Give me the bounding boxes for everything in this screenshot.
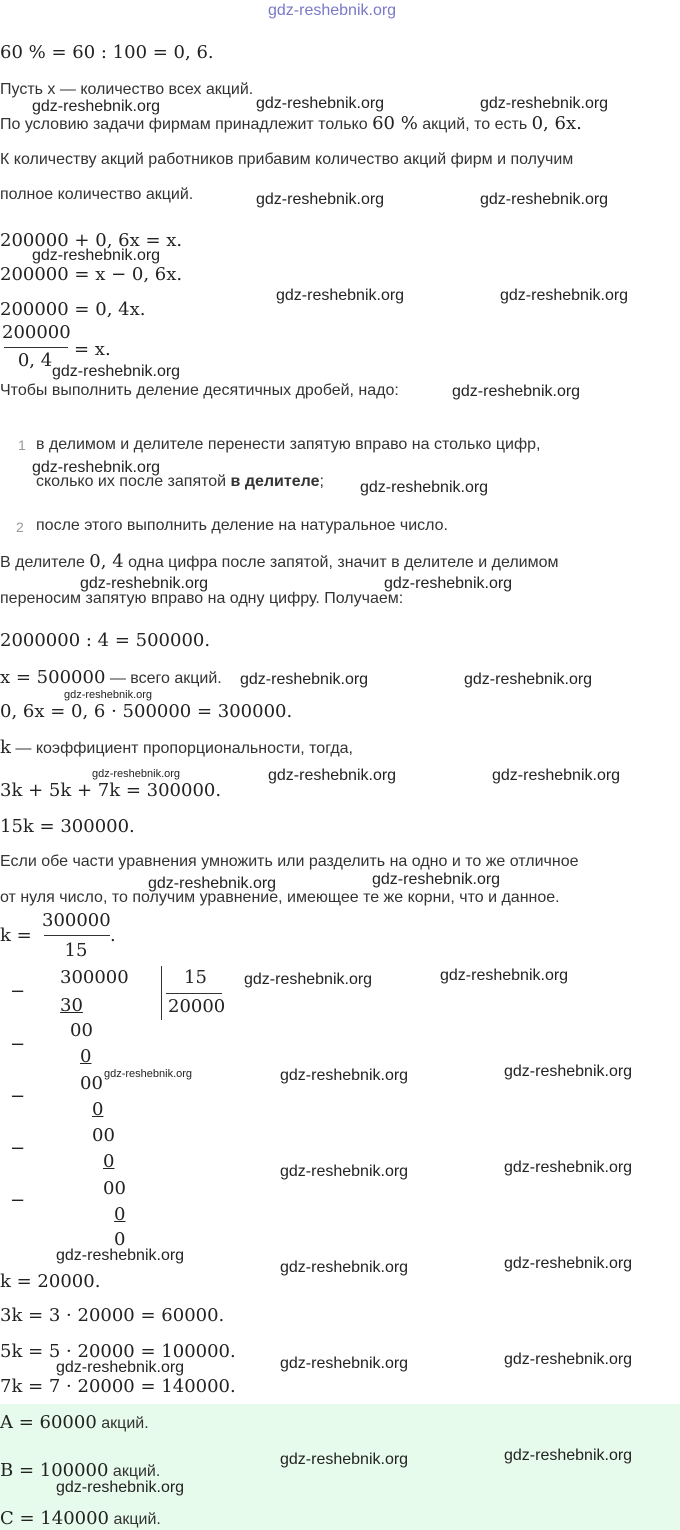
watermark: gdz-reshebnik.org xyxy=(280,1259,409,1276)
equation-7 xyxy=(0,737,353,758)
answer-a-unit: акций. xyxy=(101,1415,149,1432)
division-sub-5: 0 xyxy=(114,1204,126,1225)
text-divisor xyxy=(0,551,559,572)
text-equation-rule-1: Если обе части уравнения умножить или разделить на одно и то же отличное xyxy=(0,853,579,870)
answer-a xyxy=(0,1412,149,1433)
watermark: gdz-reshebnik.org xyxy=(268,767,397,784)
division-minus: − xyxy=(10,1086,26,1107)
watermark: gdz-reshebnik.org xyxy=(280,1451,409,1468)
watermark: gdz-reshebnik.org xyxy=(92,768,181,780)
answer-c-math: C = 140000 xyxy=(0,1508,110,1529)
answer-b xyxy=(0,1460,160,1481)
watermark: gdz-reshebnik.org xyxy=(56,1479,185,1496)
watermark: gdz-reshebnik.org xyxy=(440,967,569,984)
equation-12: 5k = 5 · 20000 = 100000. xyxy=(0,1341,236,1362)
list-item-1b-text: сколько их после запятой xyxy=(36,473,227,490)
watermark: gdz-reshebnik.org xyxy=(244,971,373,988)
watermark: gdz-reshebnik.org xyxy=(80,575,209,592)
equation-7-k: k xyxy=(0,737,11,758)
answer-c xyxy=(0,1508,161,1529)
fraction-numerator: 200000 xyxy=(2,322,71,343)
watermark: gdz-reshebnik.org xyxy=(52,363,181,380)
answer-a-math: A = 60000 xyxy=(0,1412,97,1433)
watermark: gdz-reshebnik.org xyxy=(452,383,581,400)
math-04: 0, 4 xyxy=(89,551,124,572)
watermark: gdz-reshebnik.org xyxy=(504,1447,633,1464)
division-minus: − xyxy=(10,1190,26,1211)
division-sub-1: 30 xyxy=(60,995,83,1016)
watermark: gdz-reshebnik.org xyxy=(148,875,277,892)
division-rem-1: 00 xyxy=(70,1020,93,1041)
watermark: gdz-reshebnik.org xyxy=(276,287,405,304)
list-item-1b-bold: в делителе xyxy=(230,473,320,490)
division-sub-2: 0 xyxy=(80,1046,92,1067)
math-60-percent: 60 % xyxy=(372,113,418,134)
watermark: gdz-reshebnik.org xyxy=(280,1163,409,1180)
division-vline xyxy=(161,966,162,1020)
fraction-bar xyxy=(4,347,68,348)
watermark: gdz-reshebnik.org xyxy=(492,767,621,784)
watermark: gdz-reshebnik.org xyxy=(464,671,593,688)
equation-2: 200000 = x − 0, 6x. xyxy=(0,264,183,285)
equation-11: 3k = 3 · 20000 = 60000. xyxy=(0,1305,225,1326)
equation-7-text: — коэффициент пропорциональности, тогда, xyxy=(15,740,353,757)
division-quotient: 20000 xyxy=(168,996,226,1017)
equation-3: 200000 = 0, 4x. xyxy=(0,299,146,320)
answer-b-math: B = 100000 xyxy=(0,1460,109,1481)
watermark-top[interactable]: gdz-reshebnik.org xyxy=(268,2,397,19)
watermark: gdz-reshebnik.org xyxy=(32,459,161,476)
watermark: gdz-reshebnik.org xyxy=(64,689,153,701)
fraction-denominator: 0, 4 xyxy=(17,350,53,371)
watermark: gdz-reshebnik.org xyxy=(384,575,513,592)
watermark: gdz-reshebnik.org xyxy=(480,191,609,208)
watermark: gdz-reshebnik.org xyxy=(504,1351,633,1368)
text-divisor-a: В делителе xyxy=(0,554,85,571)
watermark: gdz-reshebnik.org xyxy=(32,98,161,115)
watermark: gdz-reshebnik.org xyxy=(56,1247,185,1264)
equation-10: k = 20000. xyxy=(0,1271,101,1292)
equation-5 xyxy=(0,667,222,688)
watermark: gdz-reshebnik.org xyxy=(32,247,161,264)
watermark: gdz-reshebnik.org xyxy=(256,95,385,112)
watermark: gdz-reshebnik.org xyxy=(372,871,501,888)
watermark: gdz-reshebnik.org xyxy=(480,95,609,112)
division-minus: − xyxy=(10,1138,26,1159)
watermark: gdz-reshebnik.org xyxy=(56,1359,185,1376)
text-move-comma: переносим запятую вправо на одну цифру. Получаем: xyxy=(0,590,404,607)
equation-5-math: x = 500000 xyxy=(0,667,106,688)
text-condition-a: По условию задачи фирмам принадлежит только xyxy=(0,116,368,133)
division-rem-3: 00 xyxy=(92,1125,115,1146)
list-item-1b-end: ; xyxy=(319,473,324,490)
division-sub-4: 0 xyxy=(103,1151,115,1172)
fraction2-dot: . xyxy=(110,925,116,946)
text-division-rule: Чтобы выполнить деление десятичных дробей, надо: xyxy=(0,382,399,399)
list-number-2: 2 xyxy=(16,519,24,535)
equation-13: 7k = 7 · 20000 = 140000. xyxy=(0,1376,236,1397)
watermark: gdz-reshebnik.org xyxy=(504,1159,633,1176)
watermark: gdz-reshebnik.org xyxy=(500,287,629,304)
equation-8: 3k + 5k + 7k = 300000. xyxy=(0,780,222,801)
watermark: gdz-reshebnik.org xyxy=(504,1063,633,1080)
fraction-rest: = x. xyxy=(74,339,111,360)
text-condition xyxy=(0,113,582,134)
equation-5-text: — всего акций. xyxy=(109,670,222,687)
text-let-x: Пусть x — количество всех акций. xyxy=(0,81,254,98)
division-sub-3: 0 xyxy=(92,1099,104,1120)
division-rem-4: 00 xyxy=(103,1178,126,1199)
division-rem-5: 0 xyxy=(114,1229,126,1250)
list-item-1a: в делимом и делителе перенести запятую вправо на столько цифр, xyxy=(36,436,541,453)
list-number-1: 1 xyxy=(18,437,26,453)
answer-b-unit: акций. xyxy=(112,1463,161,1480)
watermark: gdz-reshebnik.org xyxy=(360,479,489,496)
text-total-shares: полное количество акций. xyxy=(0,186,194,203)
watermark: gdz-reshebnik.org xyxy=(240,671,369,688)
fraction2-numerator: 300000 xyxy=(42,910,111,931)
fraction2-denominator: 15 xyxy=(64,940,88,961)
equation-1: 200000 + 0, 6x = x. xyxy=(0,230,183,251)
text-equation-rule-2: от нуля число, то получим уравнение, имеющее те же корни, что и данное. xyxy=(0,889,560,906)
answer-c-unit: акций. xyxy=(113,1511,161,1528)
text-add-shares: К количеству акций работников прибавим количество акций фирм и получим xyxy=(0,151,574,168)
equation-4: 2000000 : 4 = 500000. xyxy=(0,630,211,651)
equation-6: 0, 6x = 0, 6 · 500000 = 300000. xyxy=(0,701,293,722)
watermark: gdz-reshebnik.org xyxy=(104,1068,193,1080)
math-06x: 0, 6x. xyxy=(531,113,582,134)
division-hline xyxy=(166,993,222,994)
watermark: gdz-reshebnik.org xyxy=(280,1067,409,1084)
fraction2-bar xyxy=(44,935,110,936)
division-dividend: 300000 xyxy=(60,967,129,988)
watermark: gdz-reshebnik.org xyxy=(280,1355,409,1372)
division-rem-2: 00 xyxy=(80,1073,103,1094)
watermark: gdz-reshebnik.org xyxy=(504,1255,633,1272)
list-item-1b xyxy=(36,473,324,491)
fraction2-lhs: k = xyxy=(0,925,32,946)
watermark: gdz-reshebnik.org xyxy=(256,191,385,208)
math-percent: 60 % = 60 : 100 = 0, 6. xyxy=(0,42,214,63)
division-divisor: 15 xyxy=(184,967,207,988)
division-minus: − xyxy=(10,1034,26,1055)
text-divisor-c: одна цифра после запятой, значит в делителе и делимом xyxy=(128,554,559,571)
list-item-2: после этого выполнить деление на натуральное число. xyxy=(36,517,448,534)
equation-9: 15k = 300000. xyxy=(0,816,135,837)
text-condition-c: акций, то есть xyxy=(422,116,528,133)
division-minus: − xyxy=(10,981,26,1002)
